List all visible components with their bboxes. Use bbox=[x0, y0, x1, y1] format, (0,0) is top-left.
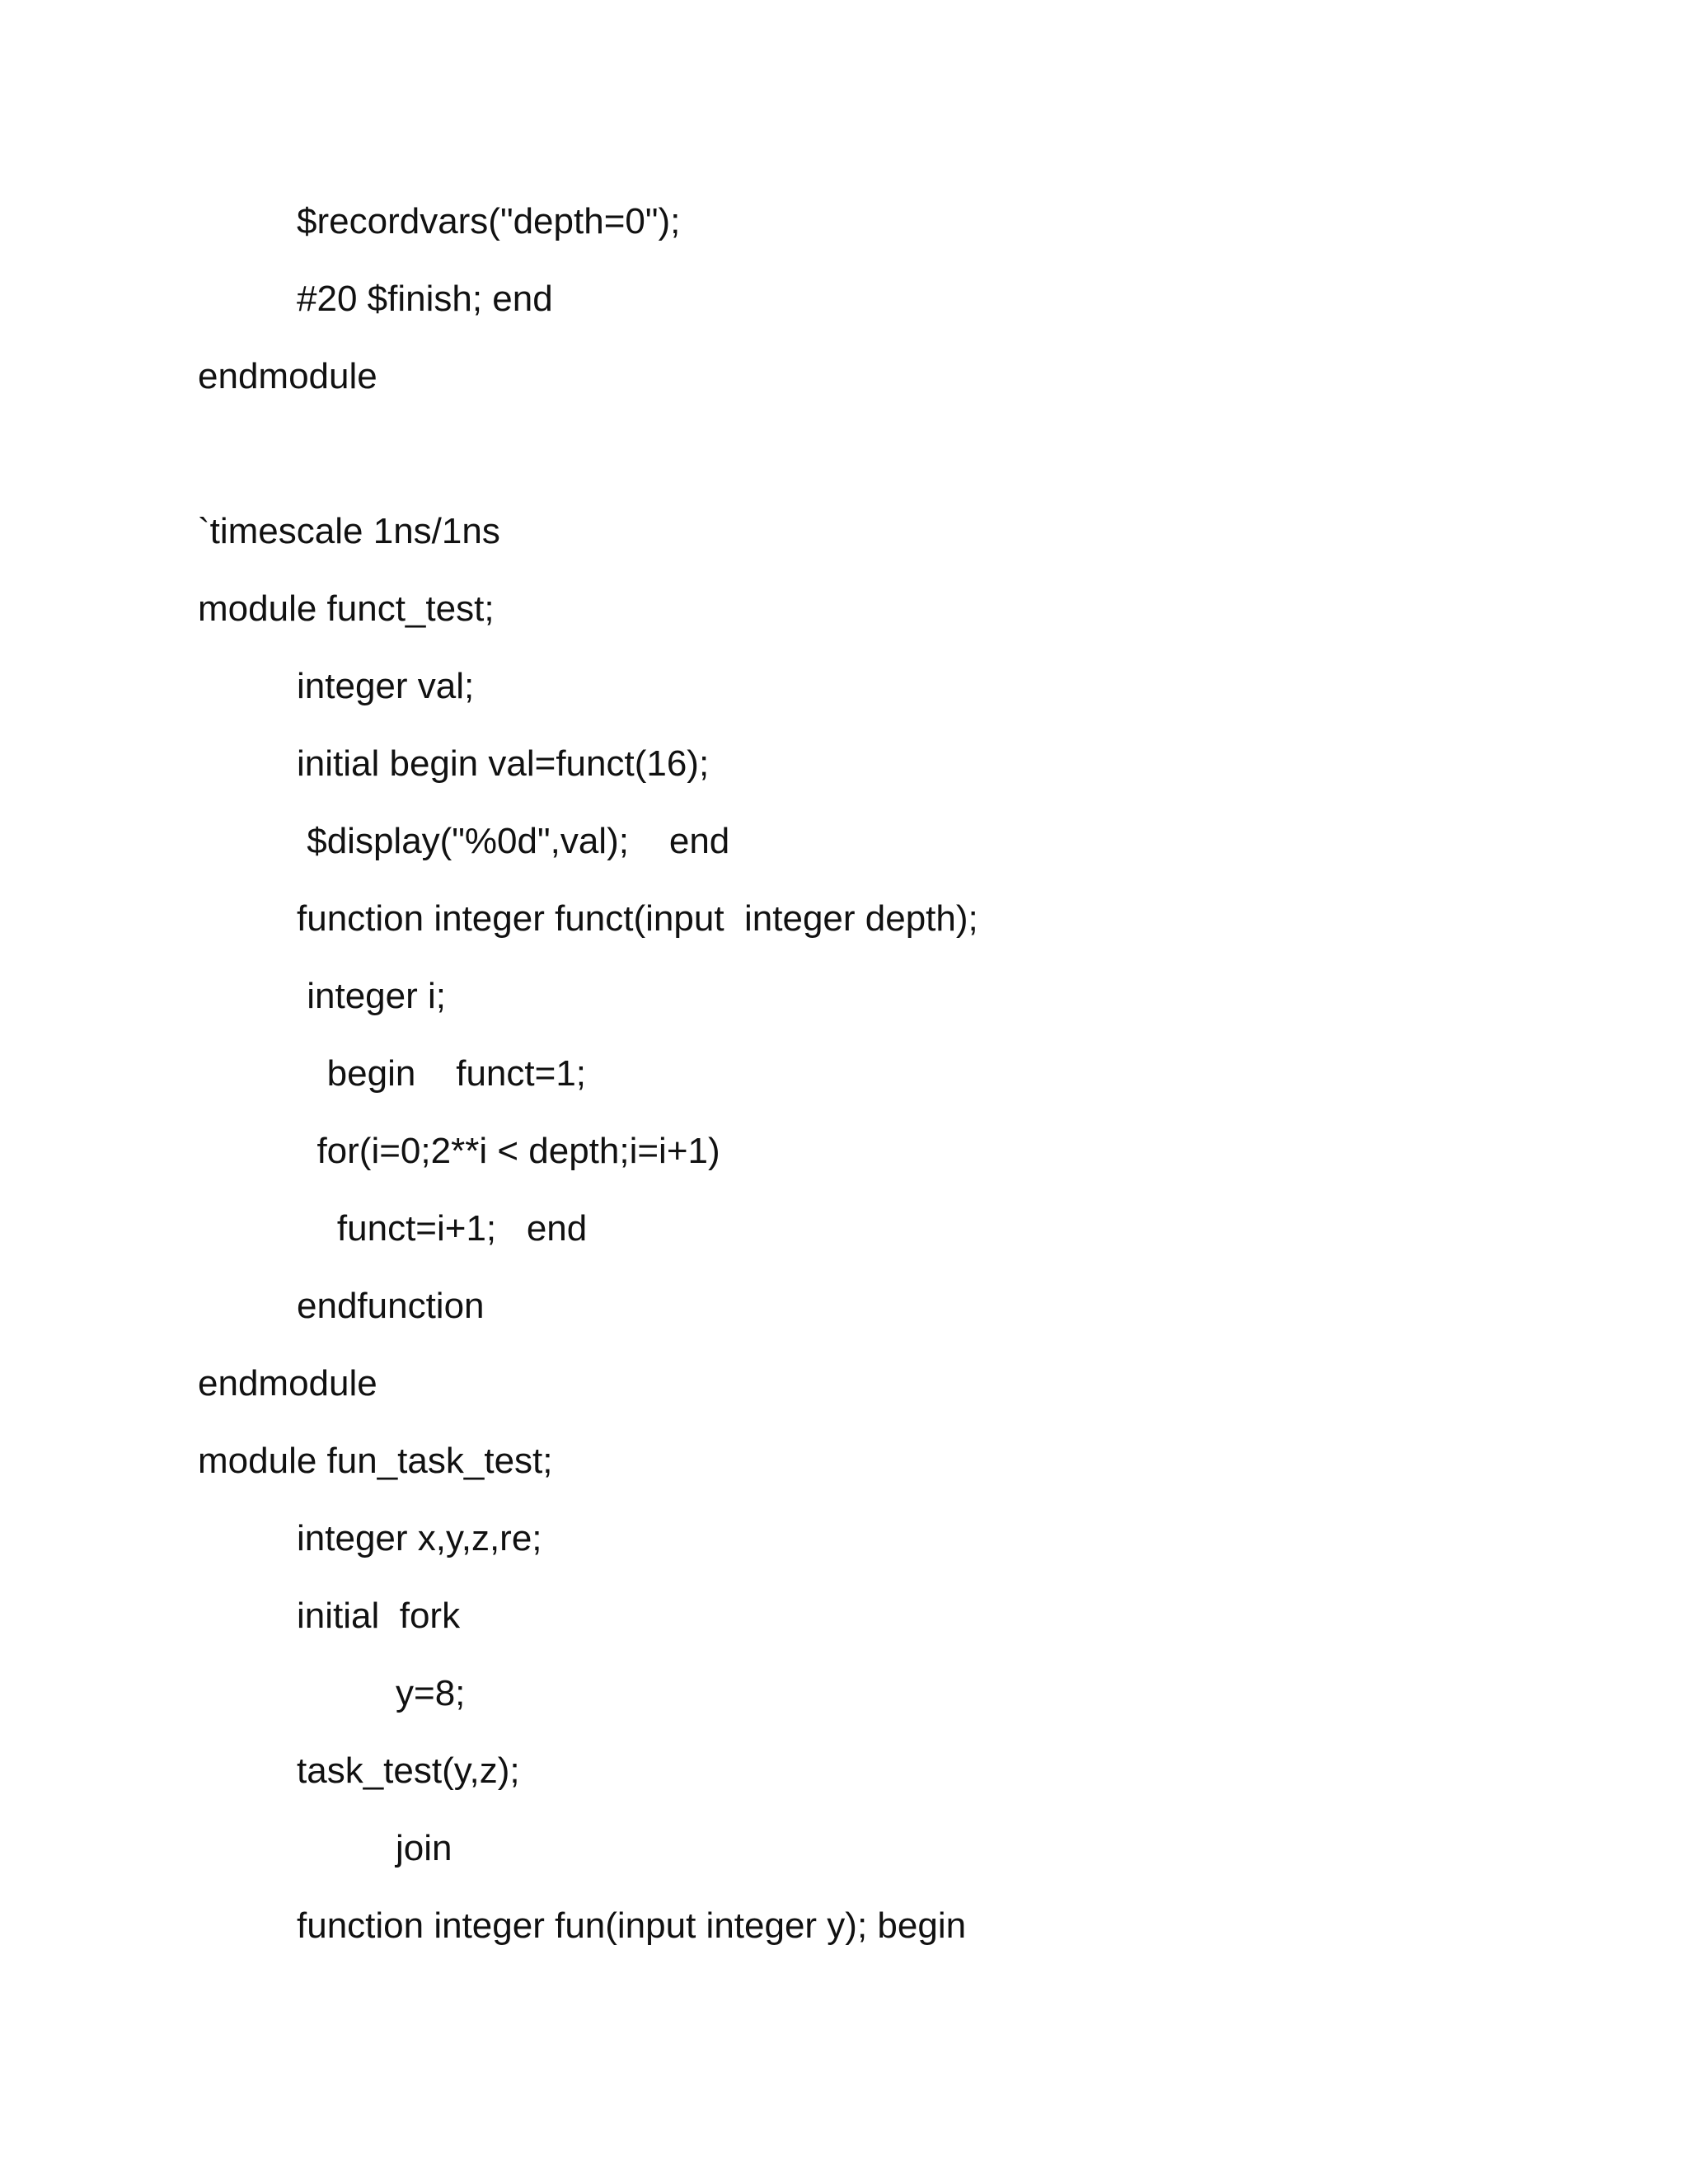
code-line-6: integer val; bbox=[297, 666, 475, 706]
code-line-2: #20 $finish; end bbox=[297, 279, 553, 319]
code-line-10: integer i; bbox=[297, 976, 446, 1016]
code-line-7: initial begin val=funct(16); bbox=[297, 743, 710, 784]
code-line-19: y=8; bbox=[396, 1673, 466, 1713]
code-line-22: function integer fun(input integer y); begin bbox=[297, 1905, 967, 1946]
code-line-5: module funct_test; bbox=[198, 588, 495, 629]
code-line-4: `timescale 1ns/1ns bbox=[198, 511, 500, 551]
code-line-15: endmodule bbox=[198, 1363, 377, 1404]
code-line-21: join bbox=[396, 1828, 452, 1868]
code-line-14: endfunction bbox=[297, 1286, 485, 1326]
code-line-18: initial fork bbox=[297, 1596, 461, 1636]
code-line-13: funct=i+1; end bbox=[297, 1208, 588, 1249]
code-line-9: function integer funct(input integer depth); bbox=[297, 898, 978, 939]
code-line-1: $recordvars("depth=0"); bbox=[297, 201, 681, 241]
code-line-3: endmodule bbox=[198, 356, 377, 396]
code-line-20: task_test(y,z); bbox=[297, 1750, 520, 1791]
code-line-16: module fun_task_test; bbox=[198, 1441, 553, 1481]
code-line-12: for(i=0;2**i < depth;i=i+1) bbox=[297, 1131, 720, 1171]
code-line-8: $display("%0d",val); end bbox=[297, 821, 730, 861]
code-line-17: integer x,y,z,re; bbox=[297, 1518, 542, 1558]
code-line-11: begin funct=1; bbox=[297, 1053, 587, 1094]
